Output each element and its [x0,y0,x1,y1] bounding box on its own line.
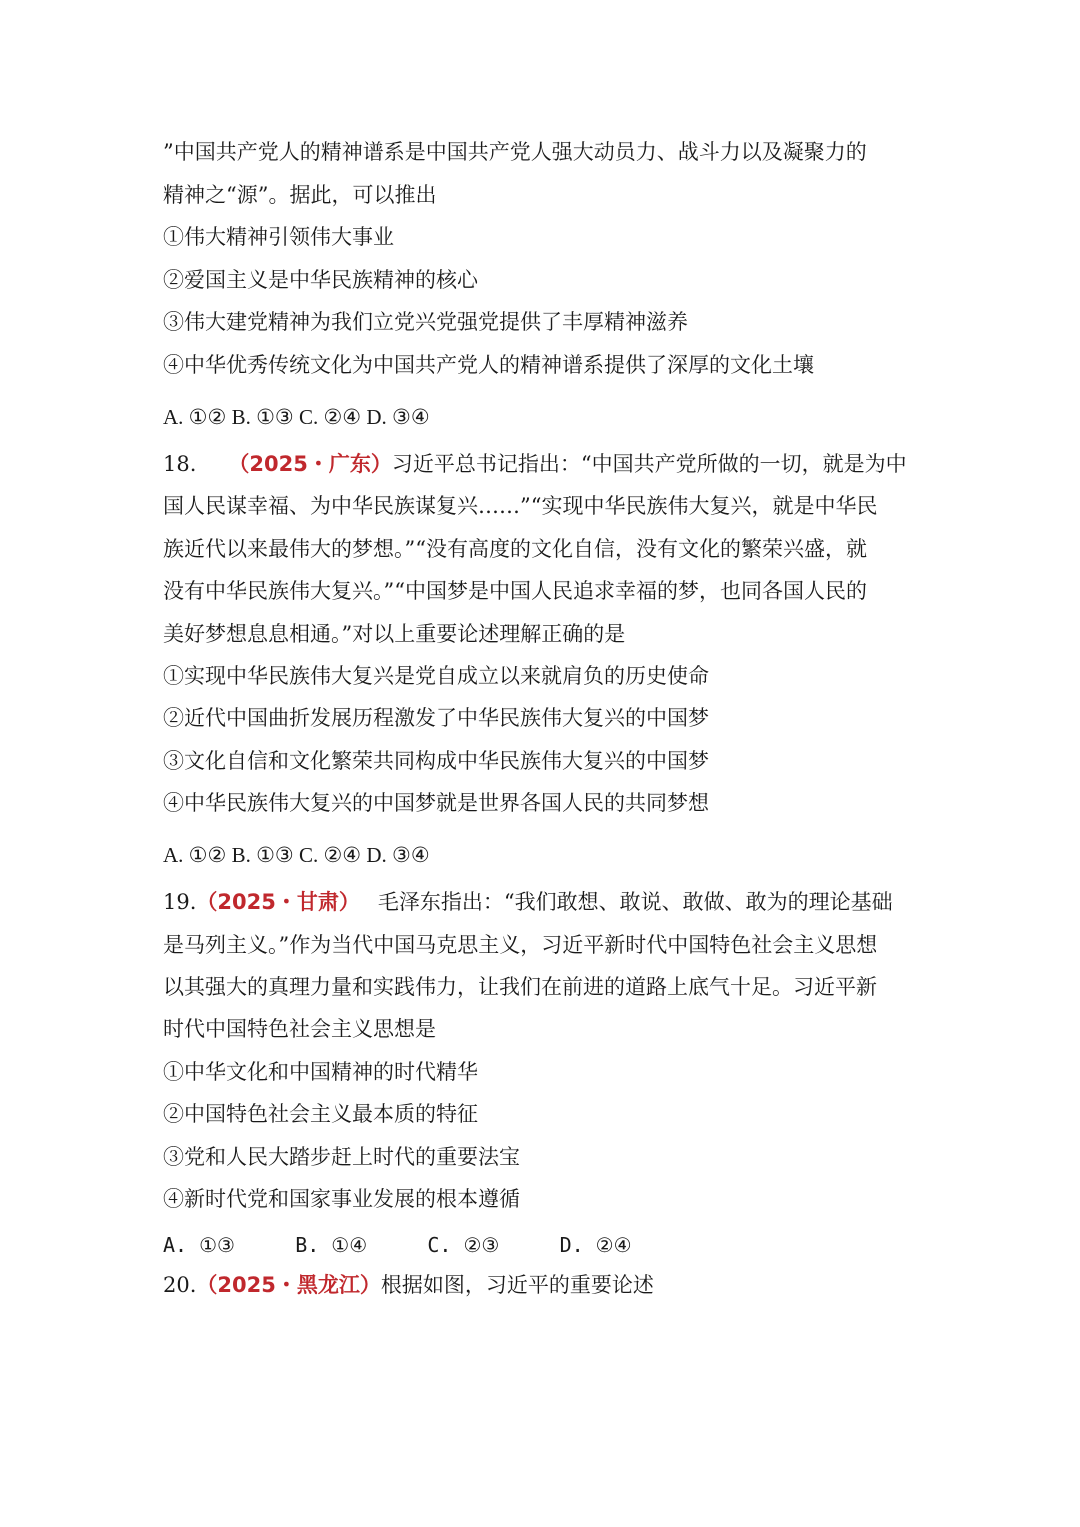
q18-header [163,449,907,479]
q19-stem-line-2: 是马列主义。”作为当代中国马克思主义，习近平新时代中国特色社会主义思想 [163,933,878,957]
q19-item-1: ①中华文化和中国精神的时代精华 [163,1060,478,1084]
q20-number: 20. [163,1273,197,1297]
q17-stem-line-2: 精神之“源”。据此，可以推出 [163,183,437,207]
q18-stem-line-3: 族近代以来最伟大的梦想。”“没有高度的文化自信，没有文化的繁荣兴盛，就 [163,537,867,561]
q18-stem-line-1: 习近平总书记指出：“中国共产党所做的一切，就是为中 [391,452,907,476]
q20-source-tag: （2025・黑龙江） [196,1273,381,1297]
q19-number: 19. [163,890,197,914]
q19-item-3: ③党和人民大踏步赶上时代的重要法宝 [163,1145,520,1169]
q18-source-tag: （2025・广东） [228,452,392,476]
q19-options: A. ①③ B. ①④ C. ②③ D. ②④ [163,1233,632,1257]
q19-item-4: ④新时代党和国家事业发展的根本遵循 [163,1187,520,1211]
q18-item-2: ②近代中国曲折发展历程激发了中华民族伟大复兴的中国梦 [163,706,709,730]
q18-item-1: ①实现中华民族伟大复兴是党自成立以来就肩负的历史使命 [163,664,709,688]
q18-options: A. ①② B. ①③ C. ②④ D. ③④ [163,843,430,867]
q19-stem-line-1: 毛泽东指出：“我们敢想、敢说、敢做、敢为的理论基础 [377,890,893,914]
q17-stem-line-1: ”中国共产党人的精神谱系是中国共产党人强大动员力、战斗力以及凝聚力的 [163,140,867,164]
q17-options: A. ①② B. ①③ C. ②④ D. ③④ [163,405,430,429]
q18-stem-line-4: 没有中华民族伟大复兴。”“中国梦是中国人民追求幸福的梦，也同各国人民的 [163,579,867,603]
q20-stem: 根据如图，习近平的重要论述 [380,1273,654,1297]
q19-header [163,887,893,917]
q18-item-4: ④中华民族伟大复兴的中国梦就是世界各国人民的共同梦想 [163,791,709,815]
q18-item-3: ③文化自信和文化繁荣共同构成中华民族伟大复兴的中国梦 [163,749,709,773]
q17-item-1: ①伟大精神引领伟大事业 [163,225,394,249]
q19-item-2: ②中国特色社会主义最本质的特征 [163,1102,478,1126]
q18-number: 18. [163,452,197,476]
q18-stem-line-5: 美好梦想息息相通。”对以上重要论述理解正确的是 [163,622,626,646]
q19-stem-line-3: 以其强大的真理力量和实践伟力，让我们在前进的道路上底气十足。习近平新 [163,975,877,999]
q18-stem-line-2: 国人民谋幸福、为中华民族谋复兴……”“实现中华民族伟大复兴，就是中华民 [163,494,878,518]
q19-source-tag: （2025・甘肃） [196,890,360,914]
q17-item-3: ③伟大建党精神为我们立党兴党强党提供了丰厚精神滋养 [163,310,688,334]
q17-item-4: ④中华优秀传统文化为中国共产党人的精神谱系提供了深厚的文化土壤 [163,353,814,377]
q17-item-2: ②爱国主义是中华民族精神的核心 [163,268,478,292]
q20-header [163,1270,654,1300]
q19-stem-line-4: 时代中国特色社会主义思想是 [163,1017,436,1041]
